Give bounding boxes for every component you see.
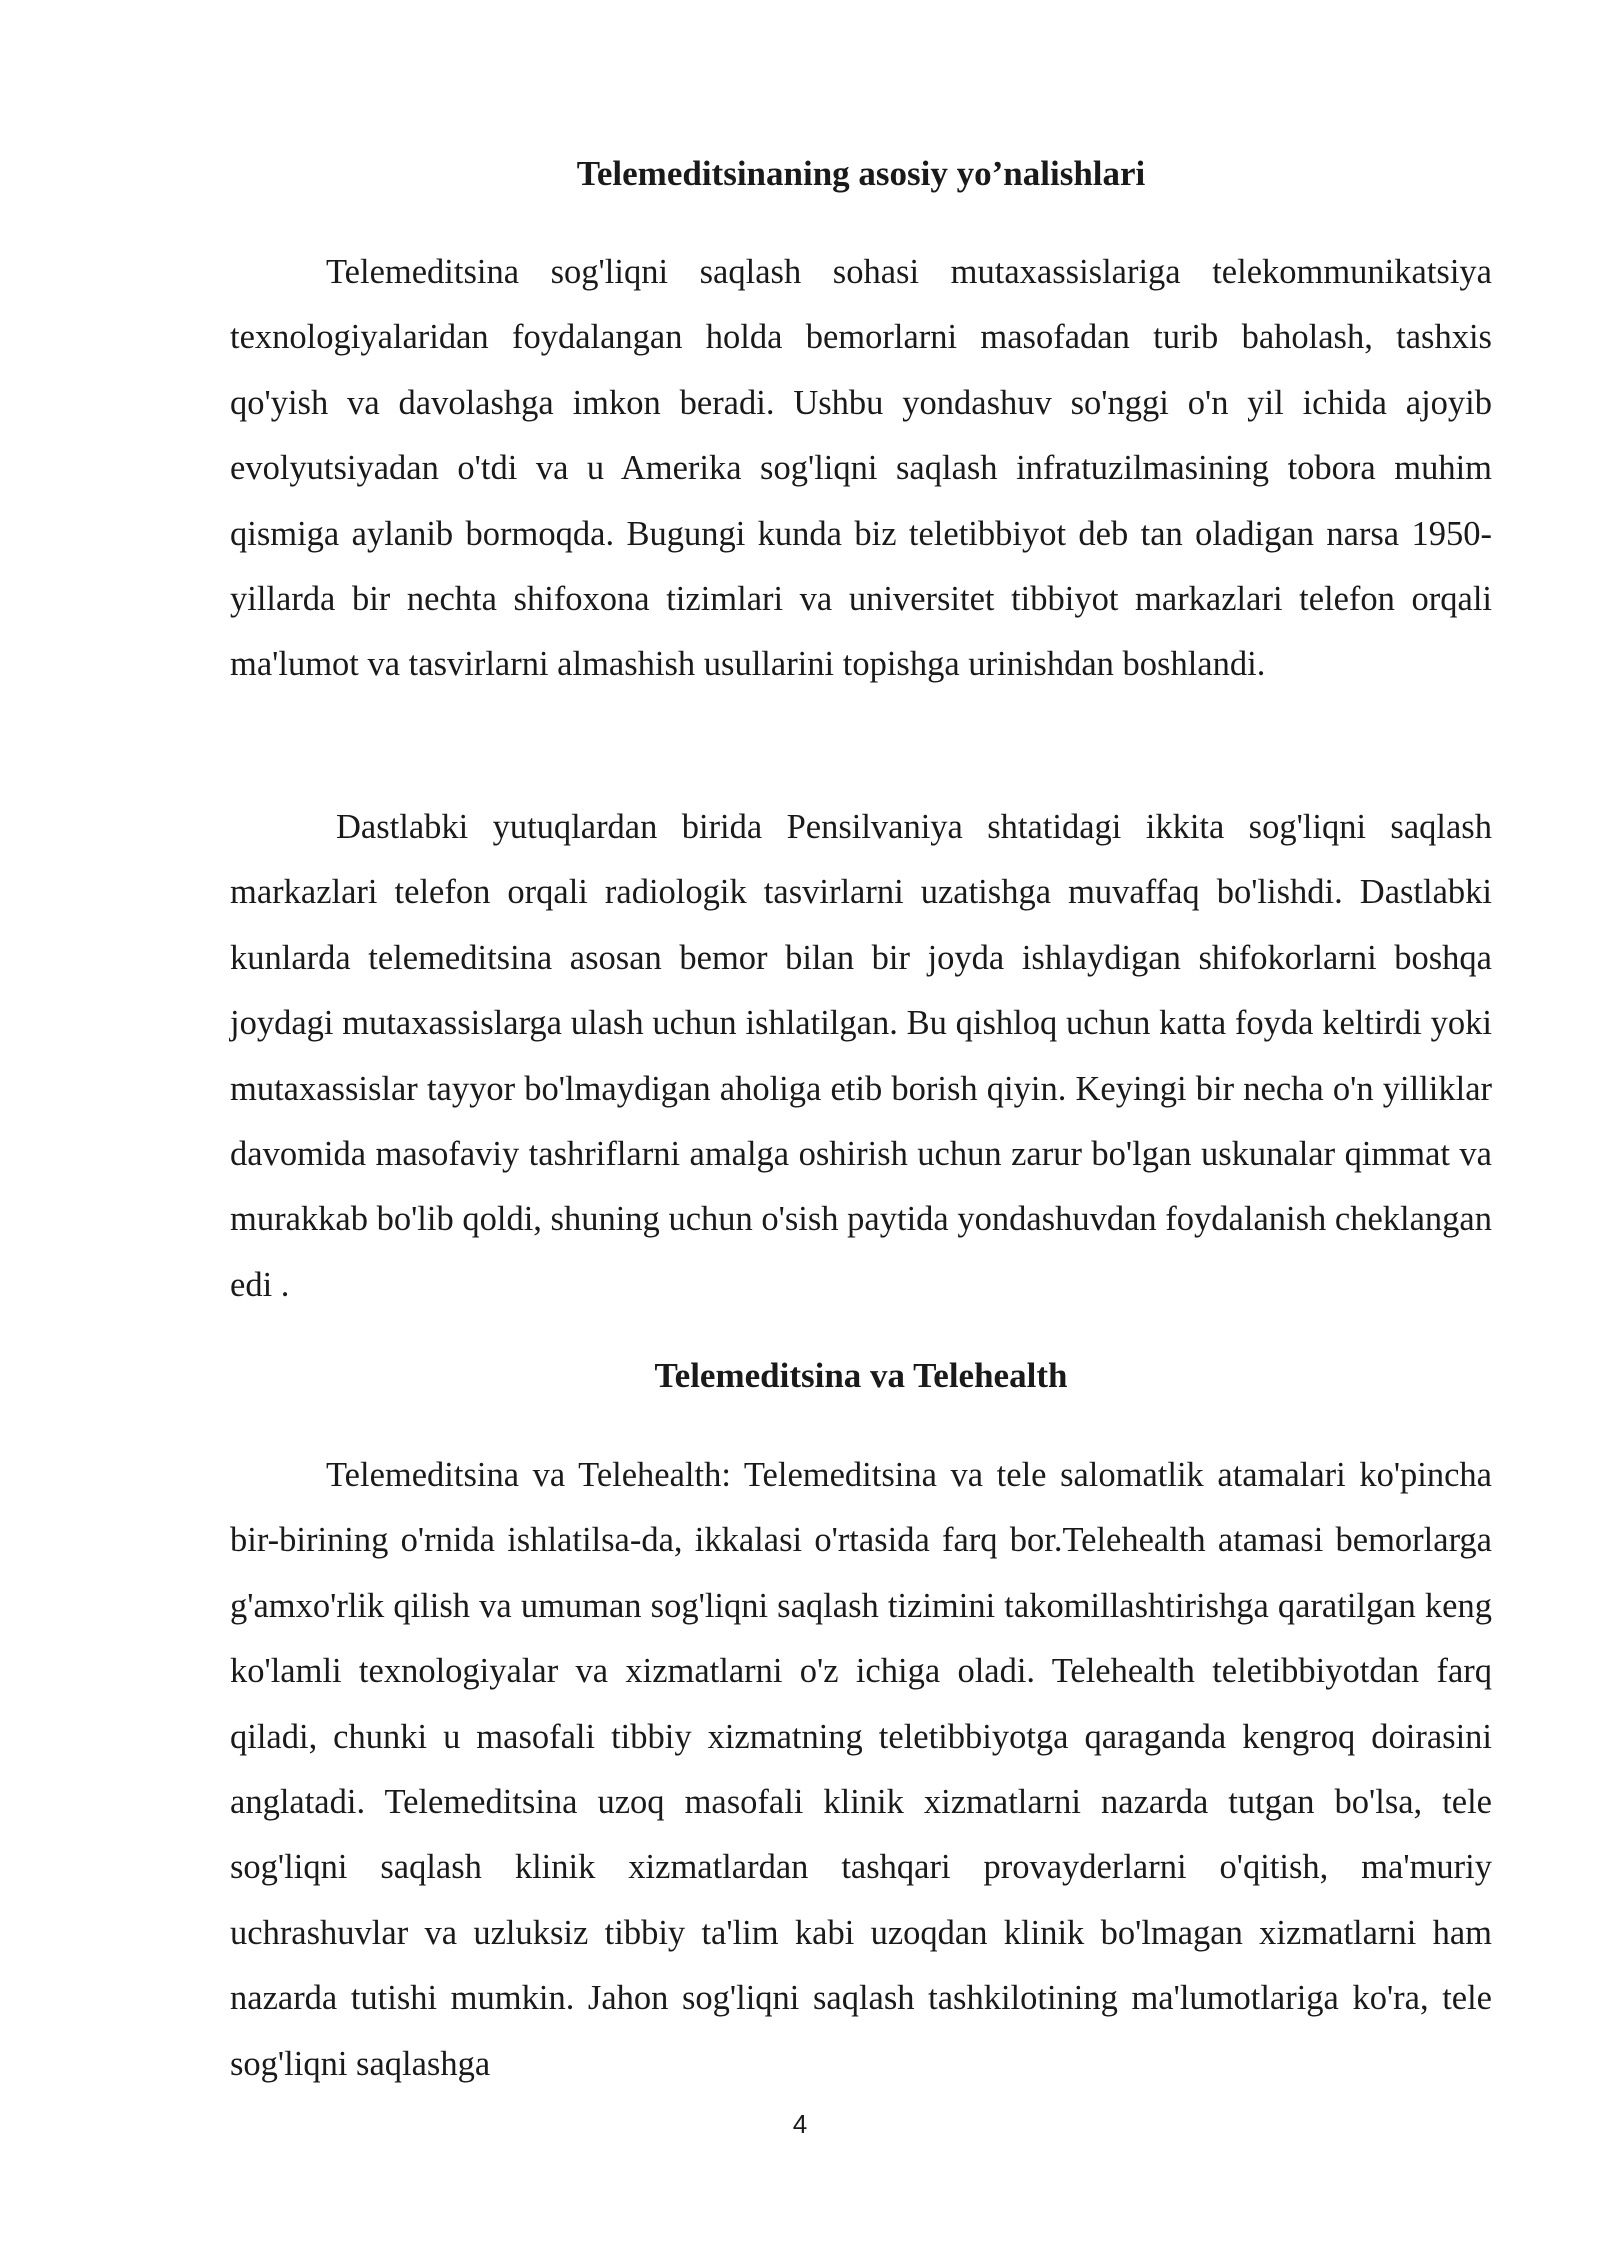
paragraph-telemedicine-telehealth-difference: Telemeditsina va Telehealth: Telemeditsina va tele salomatlik atamalari ko'pincha bir-birining o'rnida ishlatilsa-da, ikkalasi o'rtasida farq bor.Telehealth atamasi bemorlarga g'amxo'rlik qilish va umuman sog'liqni saqlash tizimini takomillashtirishga qaratilgan keng ko'lamli texnologiyalar va xizmatlarni o'z ichiga oladi. Telehealth teletibbiyotdan farq qiladi, chunki u masofali tibbiy xizmatning teletibbiyotga qaraganda kengroq doirasini anglatadi. Telemeditsina uzoq masofali klinik xizmatlarni nazarda tutgan bo'lsa, tele sog'liqni saqlash klinik xizmatlardan tashqari provayderlarni o'qitish, ma'muriy uchrashuvlar va uzluksiz tibbiy ta'lim kabi uzoqdan klinik bo'lmagan xizmatlarni ham nazarda tutishi mumkin. Jahon sog'liqni saqlash tashkilotining ma'lumotlariga ko'ra, tele sog'liqni saqlashga xyxy=(230,1456,1492,2083)
page-number: 4 xyxy=(792,2109,808,2139)
section-heading-main-directions: Telemeditsinaning asosiy yo’nalishlari xyxy=(576,154,1146,193)
section-heading-telemedicine-vs-telehealth: Telemeditsina va Telehealth xyxy=(654,1356,1068,1395)
paragraph-early-achievements: Dastlabki yutuqlardan birida Pensilvaniya shtatidagi ikkita sog'liqni saqlash markazlari telefon orqali radiologik tasvirlarni uzatishga muvaffaq bo'lishdi. Dastlabki kunlarda telemeditsina asosan bemor bilan bir joyda ishlaydigan shifokorlarni boshqa joydagi mutaxassislarga ulash uchun ishlatilgan. Bu qishloq uchun katta foyda keltirdi yoki mutaxassislar tayyor bo'lmaydigan aholiga etib borish qiyin. Keyingi bir necha o'n yilliklar davomida masofaviy tashriflarni amalga oshirish uchun zarur bo'lgan uskunalar qimmat va murakkab bo'lib qoldi, shuning uchun o'sish paytida yondashuvdan foydalanish cheklangan edi . xyxy=(230,808,1492,1304)
paragraph-telemedicine-definition: Telemeditsina sog'liqni saqlash sohasi mutaxassislariga telekommunikatsiya texnologiyalaridan foydalangan holda bemorlarni masofadan turib baholash, tashxis qo'yish va davolashga imkon beradi. Ushbu yondashuv so'nggi o'n yil ichida ajoyib evolyutsiyadan o'tdi va u Amerika sog'liqni saqlash infratuzilmasining tobora muhim qismiga aylanib bormoqda. Bugungi kunda biz teletibbiyot deb tan oladigan narsa 1950-yillarda bir nechta shifoxona tizimlari va universitet tibbiyot markazlari telefon orqali ma'lumot va tasvirlarni almashish usullarini topishga urinishdan boshlandi. xyxy=(230,253,1492,684)
